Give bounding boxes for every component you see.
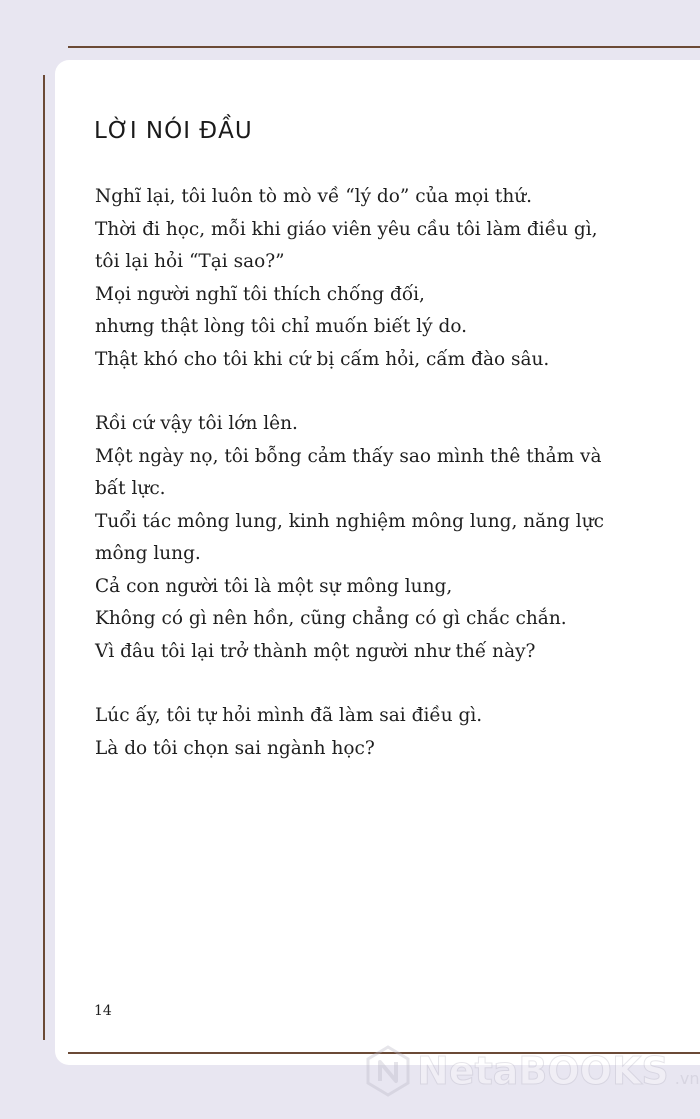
watermark-suffix: .vn — [674, 1068, 700, 1088]
text-line: nhưng thật lòng tôi chỉ muốn biết lý do. — [95, 316, 468, 337]
n-hexagon-logo-icon — [365, 1045, 411, 1097]
body-text — [95, 181, 655, 797]
watermark — [365, 1045, 699, 1097]
text-line: Nghĩ lại, tôi luôn tò mò về “lý do” của mọi thứ. — [95, 186, 533, 207]
page-number: 14 — [94, 1003, 112, 1019]
text-line: Tuổi tác mông lung, kinh nghiệm mông lung, năng lực — [95, 510, 604, 532]
text-line: bất lực. — [95, 478, 166, 499]
text-line: Cả con người tôi là một sự mông lung, — [95, 575, 453, 597]
stanza-3 — [95, 700, 655, 765]
stanza-2 — [95, 408, 655, 668]
watermark-brand: NetaBOOKS — [417, 1049, 669, 1093]
text-line: Vì đâu tôi lại trở thành một người như thế này? — [95, 640, 536, 662]
text-line: Lúc ấy, tôi tự hỏi mình đã làm sai điều gì. — [95, 705, 483, 726]
text-line: Là do tôi chọn sai ngành học? — [95, 737, 375, 759]
text-line: Thật khó cho tôi khi cứ bị cấm hỏi, cấm đào sâu. — [95, 348, 550, 370]
text-line: Không có gì nên hồn, cũng chẳng có gì chắc chắn. — [95, 608, 567, 629]
text-line: Mọi người nghĩ tôi thích chống đối, — [95, 283, 425, 305]
text-line: tôi lại hỏi “Tại sao?” — [95, 251, 285, 272]
top-rule — [68, 46, 700, 48]
text-line: Thời đi học, mỗi khi giáo viên yêu cầu tôi làm điều gì, — [95, 218, 598, 240]
text-line: Một ngày nọ, tôi bỗng cảm thấy sao mình thê thảm và — [95, 445, 602, 467]
text-line: Rồi cứ vậy tôi lớn lên. — [95, 413, 298, 434]
stanza-1 — [95, 181, 655, 376]
text-line: mông lung. — [95, 543, 201, 564]
left-rule — [43, 75, 45, 1040]
page-title: LỜI NÓI ĐẦU — [94, 118, 253, 144]
